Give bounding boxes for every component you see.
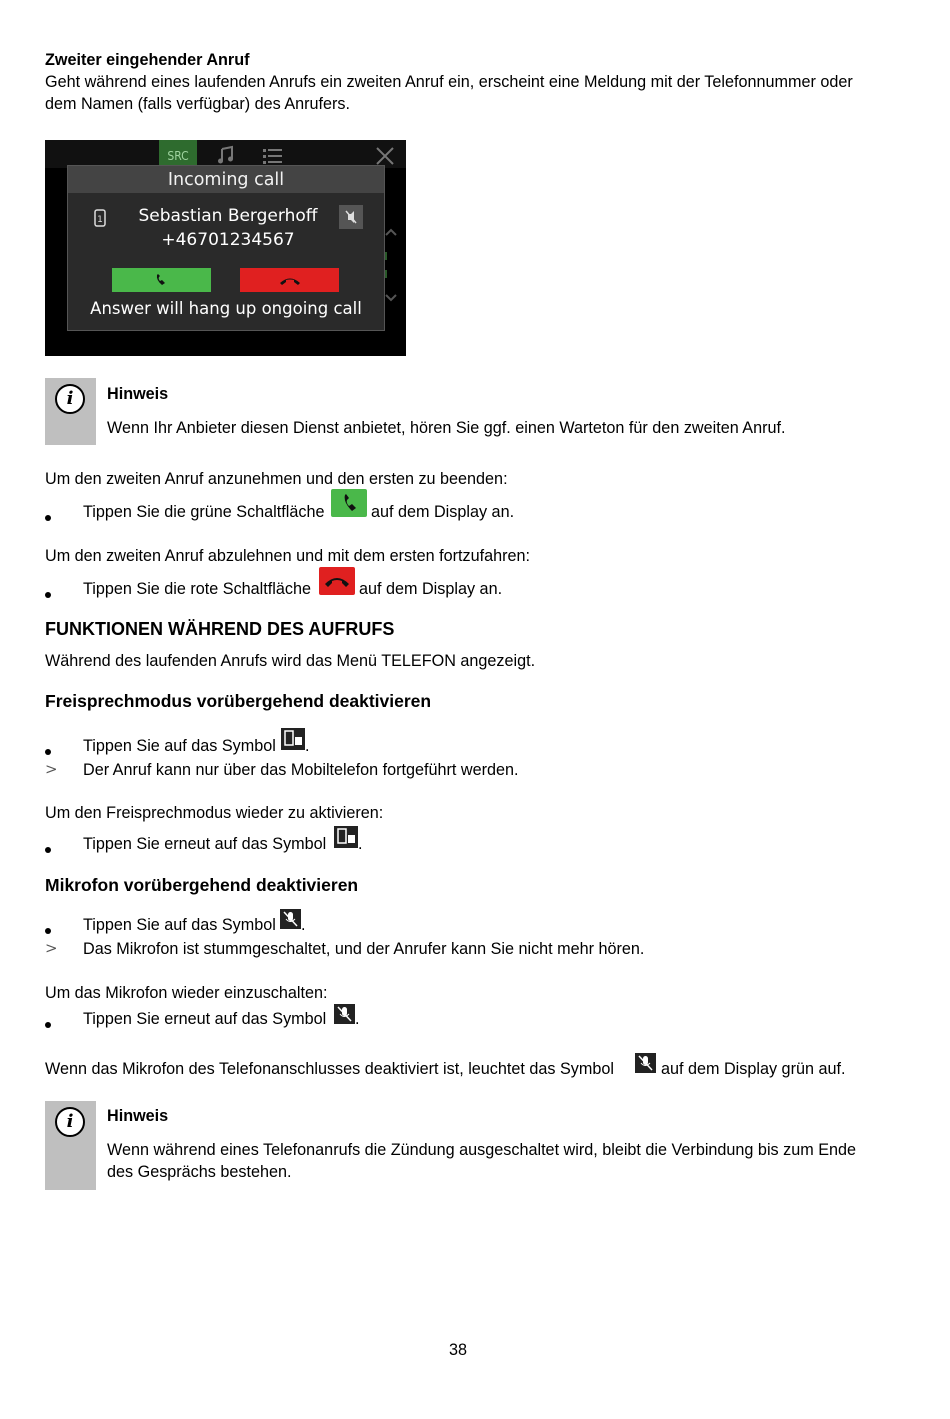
mic-reactivate-intro: Um das Mikrofon wieder einzuschalten:	[45, 984, 328, 1002]
functions-heading: FUNKTIONEN WÄHREND DES AUFRUFS	[45, 619, 395, 639]
bullet	[45, 742, 51, 760]
mute-button[interactable]	[339, 205, 363, 229]
result-arrow: >	[45, 760, 58, 778]
accept-bullet-after: auf dem Display an.	[371, 503, 515, 521]
caller-name: Sebastian Bergerhoff	[138, 206, 318, 226]
section-text-second-call: Geht während eines laufenden Anrufs ein zweiten Anruf ein, erscheint eine Meldung mit der Telefonnummer oder dem Namen (falls verfügbar) des Anrufers.	[45, 73, 853, 113]
info-icon: i	[55, 384, 85, 414]
answer-warning-text: Answer will hang up ongoing call	[90, 299, 362, 318]
note-2-text: Wenn während eines Telefonanrufs die Zündung ausgeschaltet wird, bleibt die Verbindung bis zum Ende des Gesprächs bestehen.	[107, 1141, 857, 1181]
bullet	[45, 585, 51, 603]
list-icon	[263, 148, 283, 164]
bullet	[45, 921, 51, 939]
note-2-title: Hinweis	[107, 1107, 169, 1125]
note-1-text: Wenn Ihr Anbieter diesen Dienst anbietet, hören Sie ggf. einen Warteton für den zweiten Anruf.	[107, 419, 786, 437]
mic-mute-icon	[635, 1053, 656, 1073]
mute-icon	[339, 205, 363, 229]
bullet	[45, 840, 51, 858]
decline-bullet-before: Tippen Sie die rote Schaltfläche	[83, 580, 311, 598]
caller-number: +46701234567	[161, 230, 295, 250]
settings-tools-icon	[375, 146, 395, 166]
mic-bullet-1: Tippen Sie auf das Symbol	[83, 916, 276, 934]
phone-hangup-icon	[240, 268, 339, 292]
phone-accept-icon	[112, 268, 211, 292]
note-box-2	[45, 1101, 96, 1190]
handsfree-result: Der Anruf kann nur über das Mobiltelefon fortgeführt werden.	[83, 761, 519, 779]
note-box-1	[45, 378, 96, 445]
functions-text: Während des laufenden Anrufs wird das Menü TELEFON angezeigt.	[45, 652, 536, 670]
screen-top-bar	[45, 140, 406, 168]
mic-heading: Mikrofon vorübergehend deaktivieren	[45, 875, 359, 895]
phone-handset-icon	[281, 728, 305, 750]
page-number: 38	[449, 1341, 468, 1359]
phone-1-icon	[94, 209, 106, 227]
mic-bullet-2: Tippen Sie erneut auf das Symbol	[83, 1010, 327, 1028]
mic-mute-icon	[334, 1004, 355, 1024]
handsfree-reactivate-intro: Um den Freisprechmodus wieder zu aktivieren:	[45, 804, 384, 822]
handsfree-heading: Freisprechmodus vorübergehend deaktivieren	[45, 691, 432, 711]
mic-mute-icon	[280, 909, 301, 929]
handsfree-bullet-2: Tippen Sie erneut auf das Symbol	[83, 835, 327, 853]
decline-bullet-after: auf dem Display an.	[359, 580, 503, 598]
accept-bullet-text	[83, 501, 324, 523]
music-note-icon	[217, 145, 235, 165]
result-arrow: >	[45, 939, 58, 957]
accept-intro: Um den zweiten Anruf anzunehmen und den ersten zu beenden:	[45, 470, 508, 488]
phone-handset-icon	[334, 826, 358, 848]
accept-call-button[interactable]	[112, 268, 211, 292]
period: .	[355, 1010, 360, 1028]
svg-text:1: 1	[97, 215, 103, 225]
dialog-title: Incoming call	[68, 166, 384, 193]
mic-result: Das Mikrofon ist stummgeschaltet, und der Anrufer kann Sie nicht mehr hören.	[83, 940, 645, 958]
src-tab: SRC	[159, 140, 197, 168]
bullet	[45, 508, 51, 526]
note-1-title: Hinweis	[107, 385, 169, 403]
handsfree-bullet-1: Tippen Sie auf das Symbol	[83, 737, 276, 755]
mic-status-after: auf dem Display grün auf.	[661, 1060, 846, 1078]
section-heading-second-call: Zweiter eingehender Anruf	[45, 51, 250, 69]
decline-intro: Um den zweiten Anruf abzulehnen und mit dem ersten fortzufahren:	[45, 547, 530, 565]
incoming-call-screenshot	[45, 140, 406, 356]
period: .	[305, 737, 310, 755]
mic-status-before: Wenn das Mikrofon des Telefonanschlusses deaktiviert ist, leuchtet das Symbol	[45, 1060, 614, 1078]
bullet	[45, 1015, 51, 1033]
info-icon: i	[55, 1107, 85, 1137]
scroll-arrows-icon	[383, 225, 399, 305]
red-hangup-button-icon	[319, 567, 355, 595]
green-call-button-icon	[331, 489, 367, 517]
accept-bullet-before: Tippen Sie die grüne Schaltfläche	[83, 503, 325, 521]
period: .	[358, 835, 363, 853]
period: .	[301, 916, 306, 934]
incoming-call-dialog	[67, 165, 385, 331]
decline-call-button[interactable]	[240, 268, 339, 292]
